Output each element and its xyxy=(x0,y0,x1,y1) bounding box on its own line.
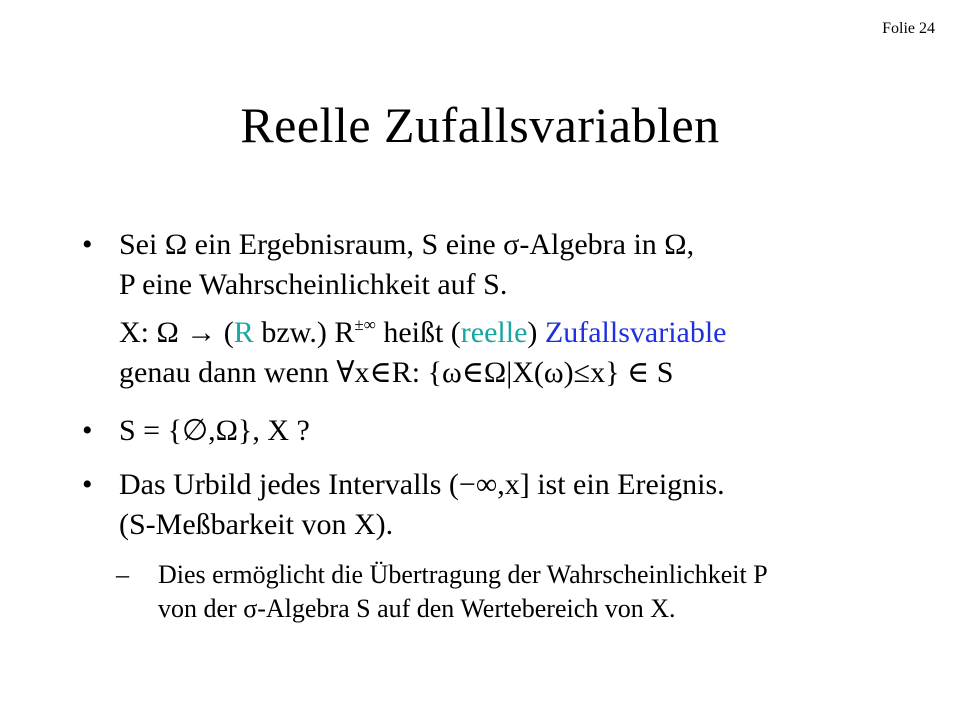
bullet-marker: • xyxy=(82,468,93,501)
bullet-2-line-1: S = {∅,Ω}, X ? xyxy=(119,414,310,447)
sub-bullet-1-line-1: Dies ermöglicht die Übertragung der Wahrscheinlichkeit P xyxy=(158,560,768,589)
bullet-3-line-2: (S-Meßbarkeit von X). xyxy=(119,508,394,541)
heisst-text: heißt ( xyxy=(375,316,461,349)
bullet-1-line-2: P eine Wahrscheinlichkeit auf S. xyxy=(119,268,508,301)
sub-bullet-1-line-2: von der σ-Algebra S auf den Wertebereich von X. xyxy=(158,594,676,623)
reelle-term: reelle xyxy=(460,316,528,349)
slide-number: Folie 24 xyxy=(882,20,935,37)
bullet-1-line-3 xyxy=(119,305,727,353)
bullet-1-line-1: Sei Ω ein Ergebnisraum, S eine σ-Algebra in Ω, xyxy=(119,228,695,261)
bullet-3-line-1: Das Urbild jedes Intervalls (−∞,x] ist ein Ereignis. xyxy=(119,468,725,501)
infinity-superscript: ±∞ xyxy=(354,315,376,334)
zufallsvariable-term: Zufallsvariable xyxy=(544,316,727,349)
r-symbol: R xyxy=(233,316,254,349)
bullet-1-line-4: genau dann wenn ∀x∈R: {ω∈Ω|X(ω)≤x} ∈ S xyxy=(119,356,674,389)
mapping-text: X: Ω → ( xyxy=(119,316,234,349)
paren-text: ) xyxy=(527,316,545,349)
bzw-text: bzw.) R xyxy=(253,316,355,349)
slide-title: Reelle Zufallsvariablen xyxy=(240,97,720,153)
bullet-marker: • xyxy=(82,414,93,447)
bullet-marker: • xyxy=(82,228,93,261)
dash-marker: – xyxy=(116,560,129,589)
